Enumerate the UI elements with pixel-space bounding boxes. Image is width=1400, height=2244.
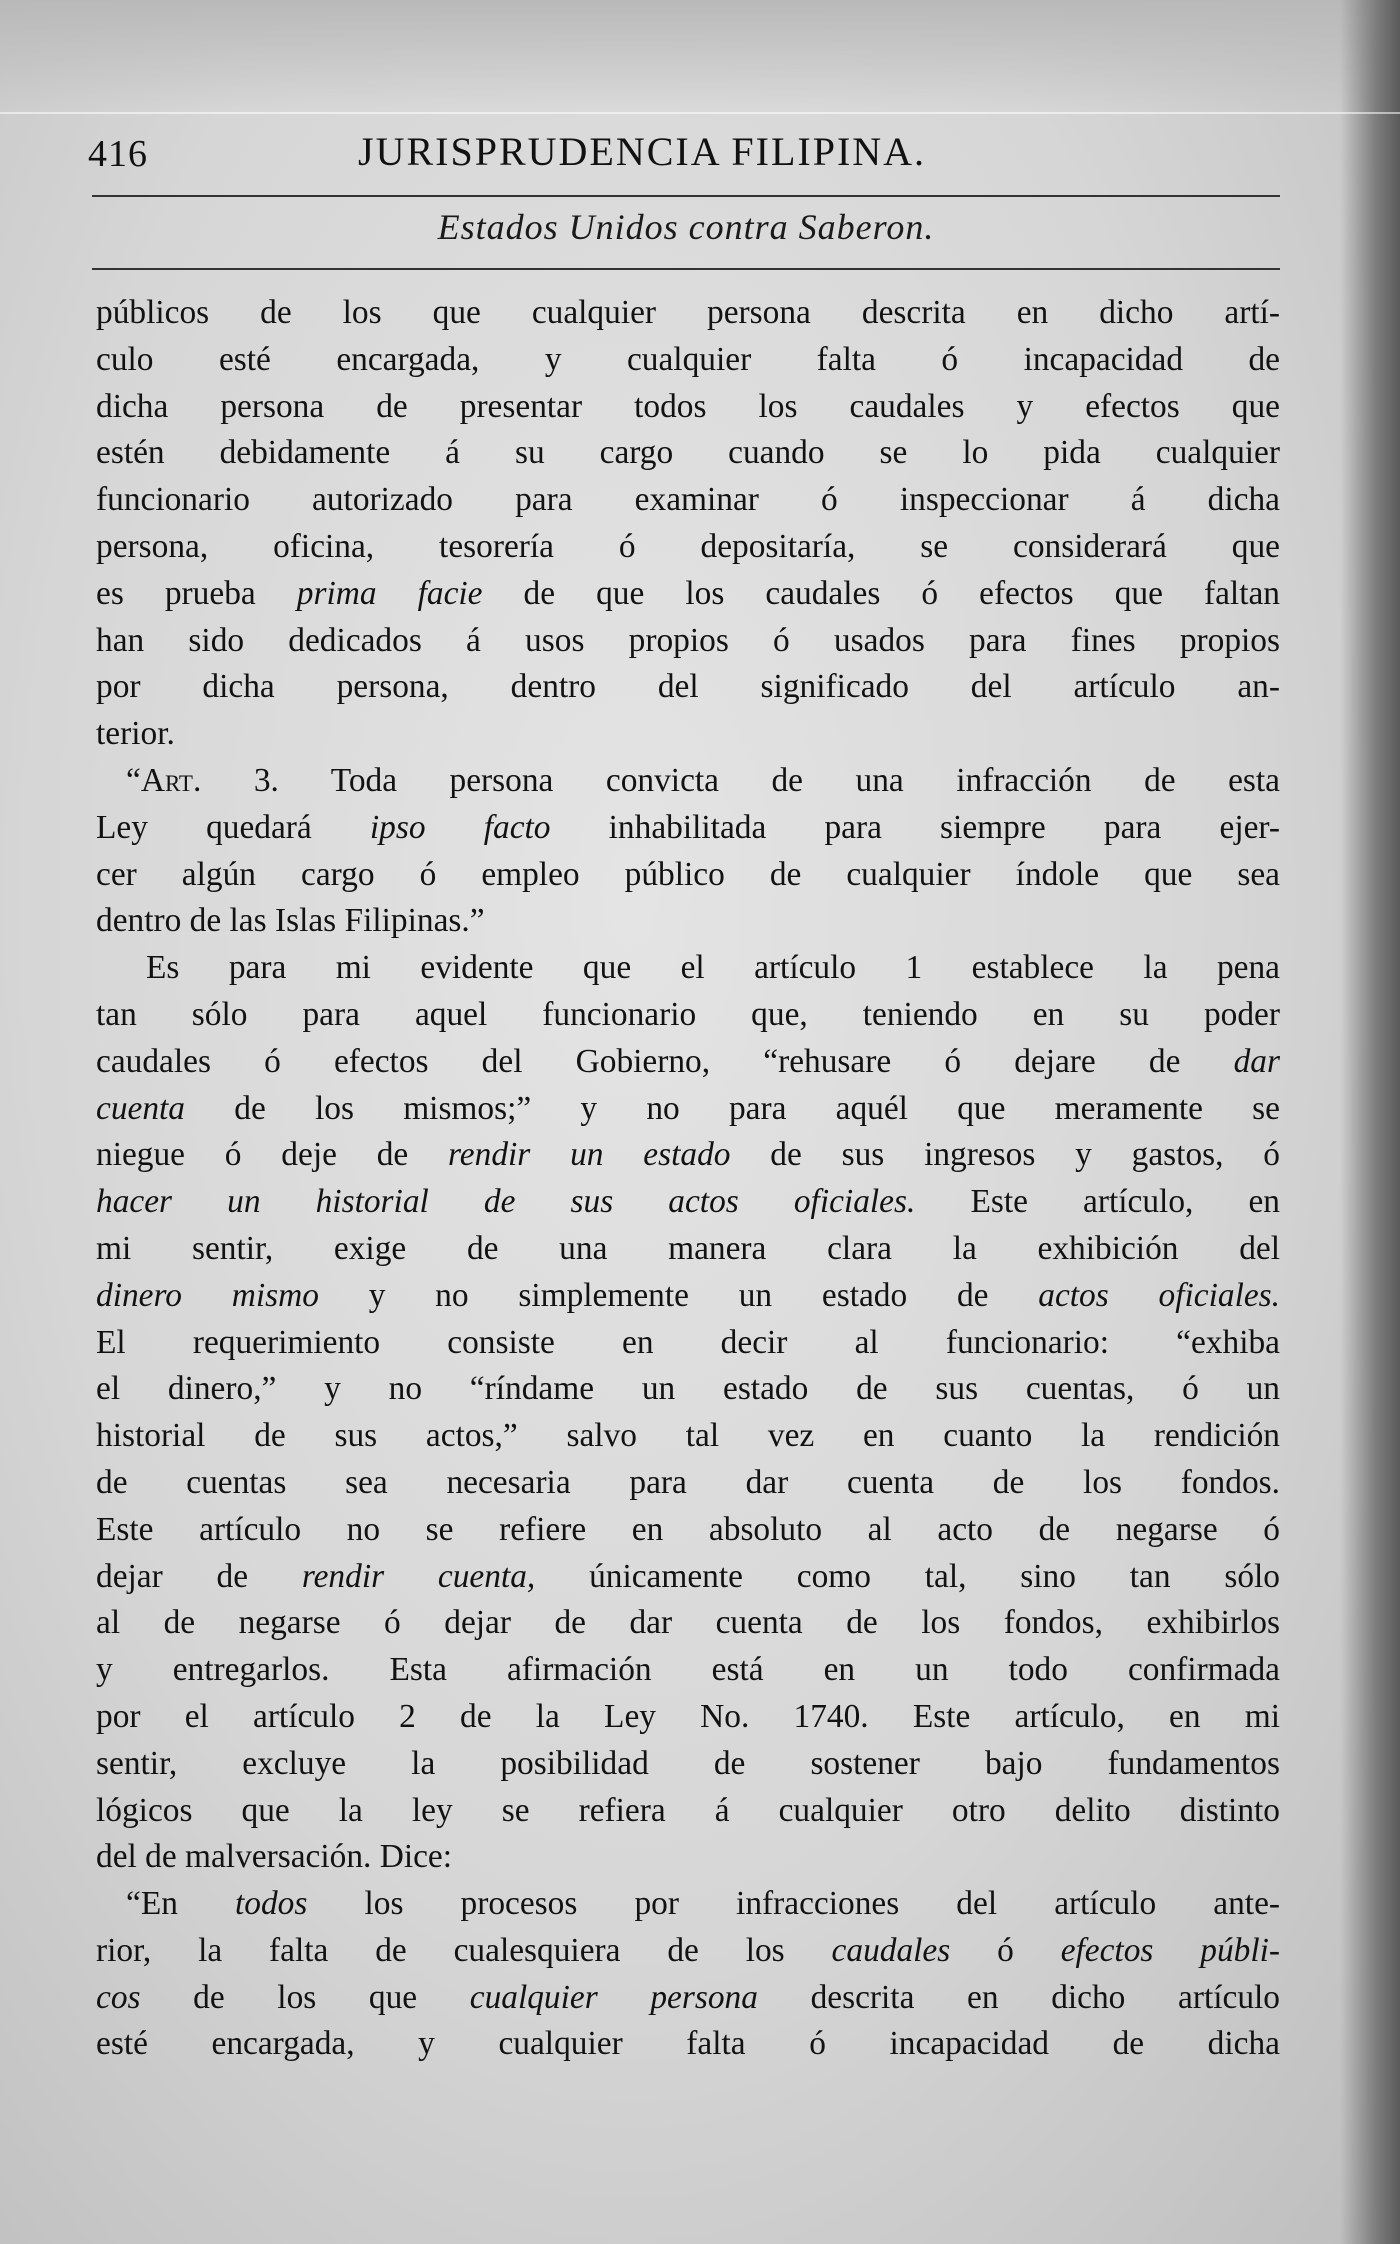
- text-run: inhabilitada para siempre para ejer-: [550, 808, 1281, 846]
- italic-term: rendir cuenta,: [301, 1557, 536, 1595]
- text-line: del de malversación. Dice:: [96, 1838, 453, 1876]
- text-line: públicos de los que cualquier persona descrita en dicho artí-: [96, 294, 1280, 331]
- italic-term: efectos públi-: [1060, 1931, 1281, 1969]
- text-line: esté encargada, y cualquier falta ó incapacidad de dicha: [96, 2025, 1280, 2063]
- italic-term: dar: [1233, 1042, 1280, 1080]
- text-line: sentir, excluye la posibilidad de sostener bajo fundamentos: [96, 1744, 1280, 1782]
- text-line: [96, 805, 1280, 852]
- text-line: cer algún cargo ó empleo público de cualquier índole que sea: [96, 855, 1280, 893]
- text-run: descrita en dicho artículo: [757, 1978, 1280, 2016]
- text-run: “En: [126, 1885, 236, 1923]
- italic-term: caudales: [831, 1931, 951, 1969]
- page-header: [88, 128, 1278, 188]
- text-run: Este artículo, en: [915, 1183, 1280, 1221]
- text-line: [96, 1273, 1280, 1320]
- page-number: 416: [88, 133, 148, 175]
- body-text: [96, 290, 1280, 2068]
- text-line: funcionario autorizado para examinar ó inspeccionar á dicha: [96, 481, 1280, 519]
- running-title: JURISPRUDENCIA FILIPINA.: [358, 129, 927, 174]
- text-line: [96, 1179, 1280, 1226]
- text-line: han sido dedicados á usos propios ó usados para fines propios: [96, 621, 1280, 659]
- text-run: rior, la falta de cualesquiera de los: [96, 1931, 832, 1969]
- text-line: [96, 1928, 1280, 1975]
- text-line: [96, 1975, 1280, 2022]
- text-line: persona, oficina, tesorería ó depositaría, se considerará que: [96, 527, 1280, 565]
- italic-term: cualquier persona: [469, 1978, 758, 2016]
- text-line: [96, 1086, 1280, 1133]
- text-run: únicamente como tal, sino tan sólo: [535, 1557, 1280, 1595]
- text-run: de los que: [140, 1978, 470, 2016]
- text-line: por dicha persona, dentro del significado del artículo an-: [96, 668, 1280, 706]
- text-line: Este artículo no se refiere en absoluto al acto de negarse ó: [96, 1510, 1280, 1548]
- text-line: lógicos que la ley se refiera á cualquier otro delito distinto: [96, 1791, 1280, 1829]
- text-line: mi sentir, exige de una manera clara la exhibición del: [96, 1229, 1280, 1267]
- text-line: dentro de las Islas Filipinas.”: [96, 902, 485, 940]
- page-crease: [0, 112, 1400, 114]
- italic-term: cos: [96, 1978, 141, 2016]
- page-binding-shadow: [1340, 0, 1400, 2244]
- text-run: los procesos por infracciones del artículo ante-: [307, 1885, 1281, 1923]
- text-line: tan sólo para aquel funcionario que, teniendo en su poder: [96, 995, 1280, 1033]
- text-line: [96, 1554, 1280, 1601]
- text-line: estén debidamente á su cargo cuando se lo pida cualquier: [96, 434, 1280, 472]
- text-run: de los mismos;” y no para aquél que meramente se: [185, 1089, 1280, 1127]
- italic-term: cuenta: [96, 1089, 186, 1127]
- text-line: El requerimiento consiste en decir al funcionario: “exhiba: [96, 1323, 1280, 1361]
- text-line: dicha persona de presentar todos los caudales y efectos que: [96, 387, 1280, 425]
- text-run: de sus ingresos y gastos, ó: [730, 1136, 1280, 1174]
- italic-term: prima facie: [296, 574, 483, 612]
- text-run: 3. Toda persona convicta de una infracción de esta: [201, 761, 1280, 799]
- page-top-shadow: [0, 0, 1400, 110]
- italic-term: actos oficiales.: [1038, 1276, 1281, 1314]
- text-line: historial de sus actos,” salvo tal vez en cuanto la rendición: [96, 1417, 1280, 1455]
- text-line: [96, 1881, 1280, 1928]
- text-line: al de negarse ó dejar de dar cuenta de los fondos, exhibirlos: [96, 1604, 1280, 1642]
- text-run: y no simplemente un estado de: [318, 1276, 1039, 1314]
- text-run: dejar de: [96, 1557, 302, 1595]
- italic-term: hacer un historial de sus actos oficiales.: [96, 1183, 916, 1221]
- italic-term: rendir un estado: [448, 1136, 731, 1174]
- text-line: terior.: [96, 715, 175, 753]
- text-line: por el artículo 2 de la Ley No. 1740. Este artículo, en mi: [96, 1697, 1280, 1735]
- text-line: [96, 758, 1280, 805]
- header-rule-bottom: [92, 268, 1280, 270]
- text-run: niegue ó deje de: [96, 1136, 449, 1174]
- text-line: Es para mi evidente que el artículo 1 establece la pena: [146, 949, 1280, 987]
- text-run: caudales ó efectos del Gobierno, “rehusare ó dejare de: [96, 1042, 1234, 1080]
- italic-term: ipso facto: [369, 808, 551, 846]
- text-run: ó: [950, 1931, 1061, 1969]
- text-line: culo esté encargada, y cualquier falta ó incapacidad de: [96, 340, 1280, 378]
- text-line: [96, 1132, 1280, 1179]
- italic-term: dinero mismo: [96, 1276, 319, 1314]
- text-line: y entregarlos. Esta afirmación está en un todo confirmada: [96, 1651, 1280, 1689]
- text-line: [96, 1039, 1280, 1086]
- italic-term: todos: [235, 1885, 308, 1923]
- text-run: es prueba: [96, 574, 297, 612]
- text-line: el dinero,” y no “ríndame un estado de sus cuentas, ó un: [96, 1370, 1280, 1408]
- case-title: Estados Unidos contra Saberon.: [437, 207, 935, 247]
- header-rule-top: [92, 195, 1280, 197]
- text-run: de que los caudales ó efectos que faltan: [482, 574, 1280, 612]
- text-line: de cuentas sea necesaria para dar cuenta de los fondos.: [96, 1463, 1280, 1501]
- text-line: [96, 571, 1280, 618]
- text-run: Ley quedará: [96, 808, 370, 846]
- article-label: Art.: [140, 761, 202, 799]
- text-run: “: [126, 761, 141, 799]
